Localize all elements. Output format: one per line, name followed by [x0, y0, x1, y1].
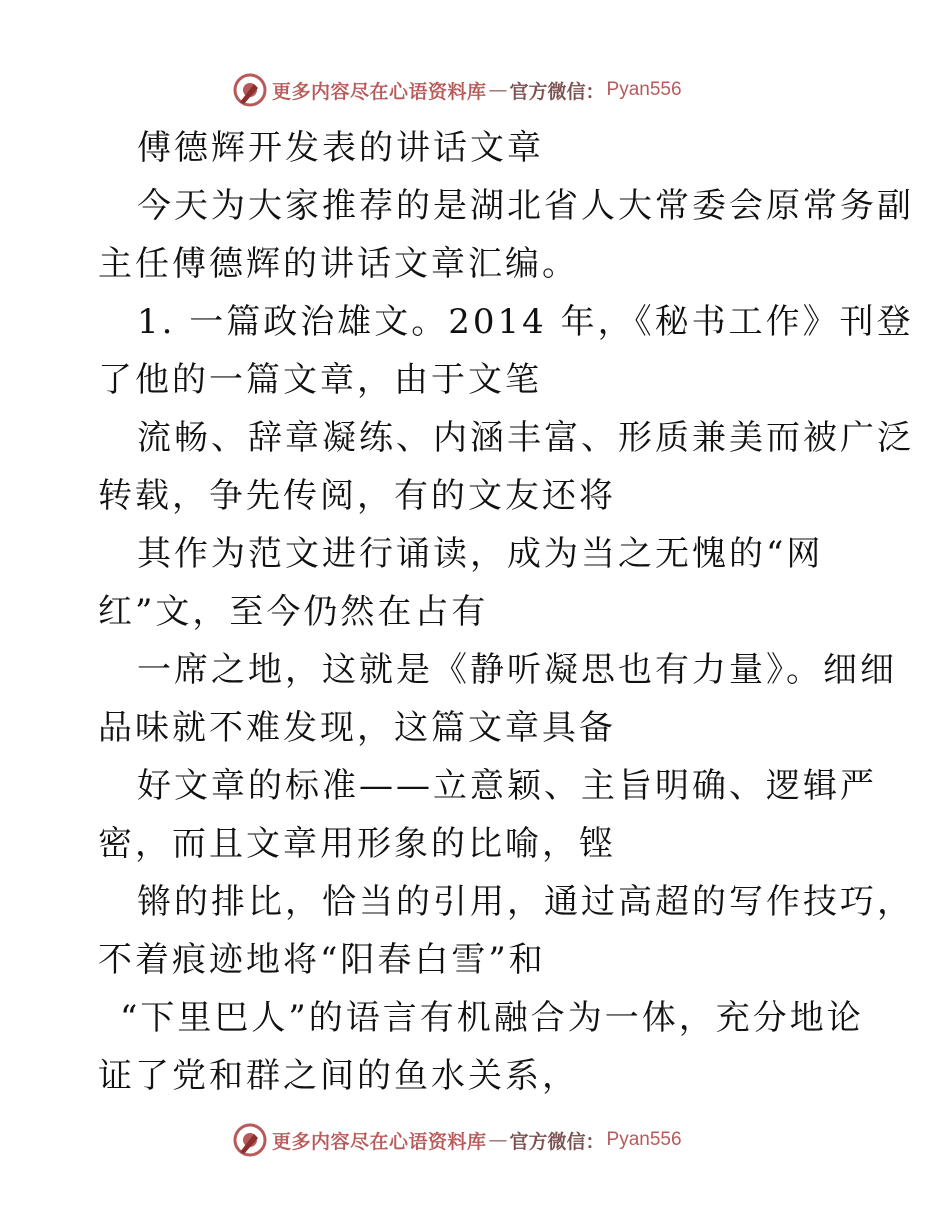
header-wechat-id: Pyan556 [606, 79, 682, 100]
footer-wechat-id: Pyan556 [606, 1129, 682, 1150]
text-line: 主任傅德辉的讲话文章汇编。 [98, 244, 579, 284]
text-line: 流畅、辞章凝练、内涵丰富、形质兼美而被广泛 [137, 418, 914, 458]
text-line: 锵的排比，恰当的引用，通过高超的写作技巧， [137, 882, 914, 922]
pen-logo-icon [230, 70, 270, 110]
header-banner [230, 70, 682, 110]
footer-banner-text: 更多内容尽在心语资料库 [272, 1130, 487, 1153]
text-line: 证了党和群之间的鱼水关系， [98, 1056, 579, 1096]
document-title: 傅德辉开发表的讲话文章 [137, 128, 544, 168]
text-line: 转载，争先传阅，有的文友还将 [98, 476, 616, 516]
text-line: 其作为范文进行诵读，成为当之无愧的“网 [137, 534, 824, 574]
header-wechat-label: 官方微信： [509, 80, 605, 103]
text-line: 红”文，至今仍然在占有 [98, 592, 489, 632]
text-line: 一席之地，这就是《静听凝思也有力量》。细细 [137, 650, 897, 690]
footer-banner [230, 1120, 682, 1160]
text-line: 1. 一篇政治雄文。2014 年，《秘书工作》刊登 [137, 302, 914, 342]
text-line: 品味就不难发现，这篇文章具备 [98, 708, 616, 748]
text-line: 不着痕迹地将“阳春白雪”和 [98, 940, 546, 980]
footer-banner-separator: — [488, 1129, 508, 1151]
text-line: 好文章的标准——立意颖、主旨明确、逻辑严 [137, 766, 877, 806]
footer-wechat-label: 官方微信： [509, 1130, 605, 1153]
header-banner-separator: — [488, 79, 508, 101]
text-line: 密，而且文章用形象的比喻，铿 [98, 824, 616, 864]
text-line: 今天为大家推荐的是湖北省人大常委会原常务副 [137, 186, 914, 226]
header-banner-text: 更多内容尽在心语资料库 [272, 80, 487, 103]
text-line: “下里巴人”的语言有机融合为一体，充分地论 [120, 998, 864, 1038]
pen-logo-icon [230, 1120, 270, 1160]
text-line: 了他的一篇文章，由于文笔 [98, 360, 542, 400]
